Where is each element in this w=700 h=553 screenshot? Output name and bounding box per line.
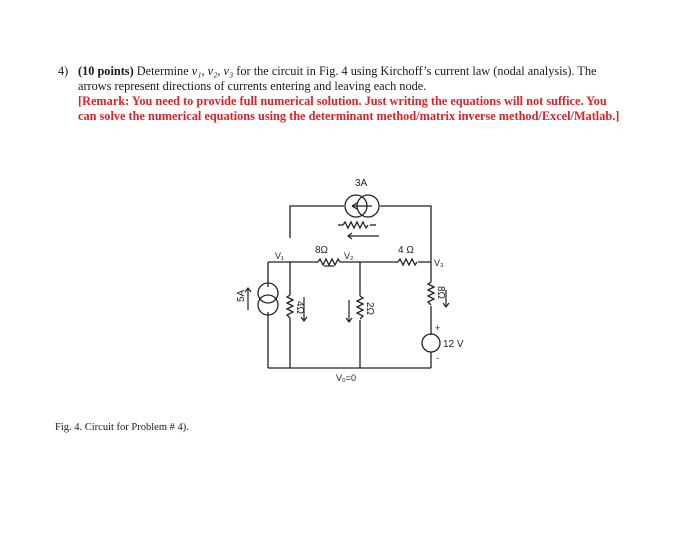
problem-line-2: arrows represent directions of currents entering and leaving each node.: [78, 79, 427, 93]
label-ground-node: V₀=0: [336, 373, 356, 383]
label-8ohm-vertical: 8Ω: [435, 286, 446, 300]
figure-caption: Fig. 4. Circuit for Problem # 4).: [55, 422, 189, 433]
resistor-8ohm-horizontal: [318, 259, 340, 265]
problem-points: (10 points): [78, 64, 134, 78]
resistor-8ohm-vertical: [428, 282, 434, 305]
resistor-4ohm-horizontal: [398, 259, 417, 265]
label-8ohm-top: 8Ω: [315, 245, 329, 256]
circuit-wires: [268, 206, 434, 368]
current-source-3a: [345, 195, 379, 217]
label-v1: V₁: [275, 251, 285, 261]
label-4ohm-top: 4 Ω: [398, 245, 414, 256]
label-3a: 3A: [355, 178, 368, 189]
problem-text-before: Determine: [133, 64, 192, 78]
problem-text-after: for the circuit in Fig. 4 using Kirchoff’s current law (nodal analysis). The: [233, 64, 597, 78]
problem-variables: v₁, v₂, v₃: [191, 64, 234, 78]
label-4ohm-vertical: 4Ω: [294, 301, 305, 315]
problem-number: 4): [58, 64, 69, 78]
label-minus: -: [436, 353, 439, 363]
label-2ohm-vertical: 2Ω: [364, 302, 375, 316]
label-12v: 12 V: [443, 339, 464, 350]
label-v3: V₃: [434, 258, 444, 268]
label-v2: V₂: [344, 251, 354, 261]
current-source-5a: [258, 283, 278, 315]
voltage-source-12v: [422, 334, 440, 352]
resistor-2ohm-vertical: [357, 296, 363, 319]
label-5a: 5A: [236, 289, 247, 302]
remark-line-2: can solve the numerical equations using the determinant method/matrix inverse method/Excel/Matlab.]: [78, 109, 620, 123]
label-plus: +: [435, 323, 441, 333]
resistor-4ohm-vertical: [287, 295, 293, 318]
remark-line-1: [Remark: You need to provide full numerical solution. Just writing the equations will not suffice. You: [78, 94, 607, 108]
